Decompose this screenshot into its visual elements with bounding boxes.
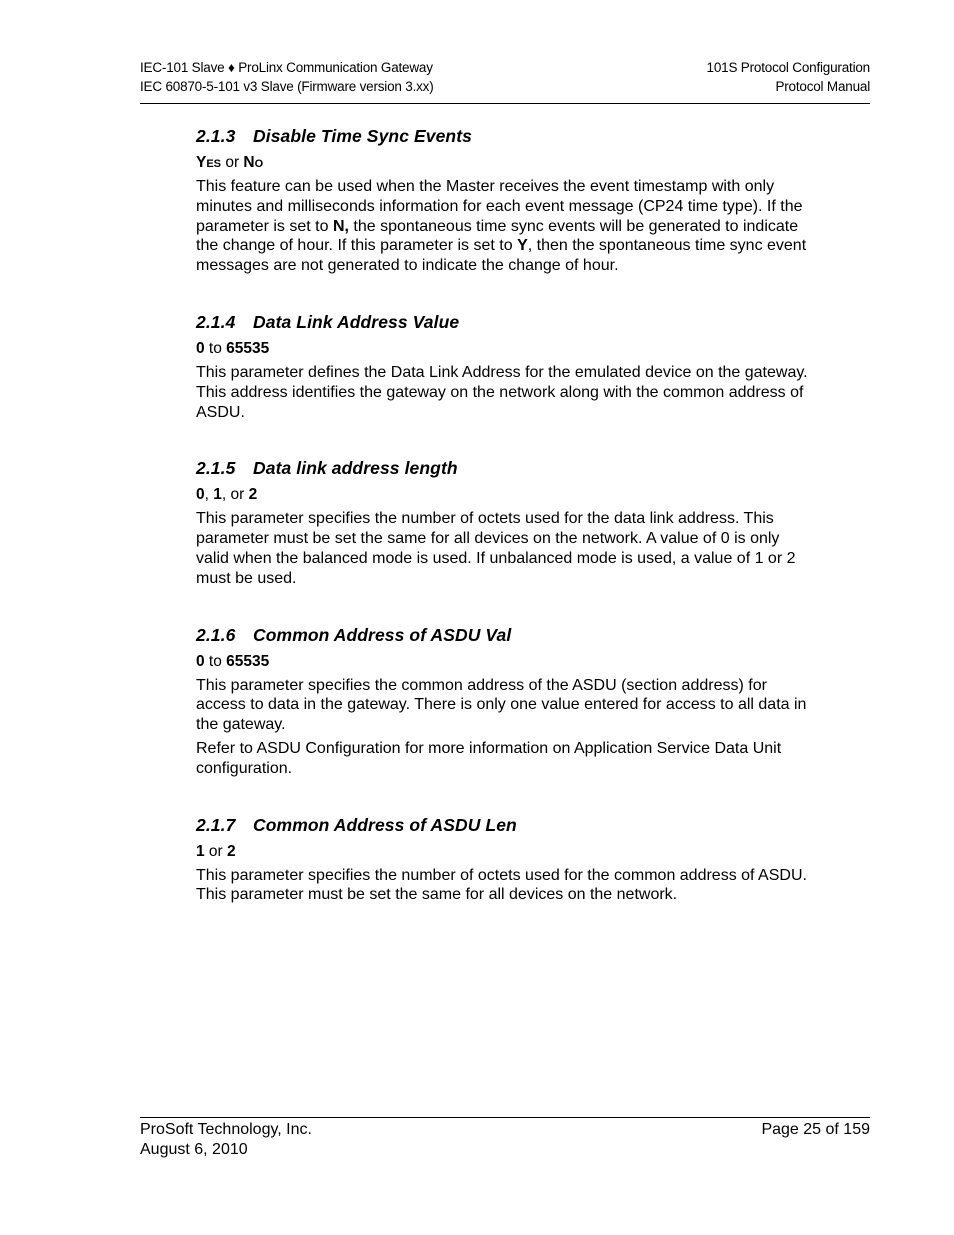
section-number: 2.1.5 xyxy=(196,458,236,479)
range-separator: to xyxy=(204,339,227,357)
section-title: Common Address of ASDU Val xyxy=(253,624,512,645)
range-separator: , or xyxy=(221,486,249,504)
range-separator: or xyxy=(221,154,244,171)
section-paragraph: This parameter specifies the number of octets used for the data link address. This parameter must be set the same for all devices on the network. A value of 0 is only valid when the balanced mode is used. If unbalanced mode is used, a value of 1 or 2 must be used. xyxy=(196,510,796,587)
range-separator: to xyxy=(204,652,227,670)
range-separator: or xyxy=(204,842,228,860)
range-separator: , xyxy=(204,486,214,504)
range-max: 65535 xyxy=(226,652,270,670)
section-number: 2.1.6 xyxy=(196,624,236,645)
paragraph-text: the spontaneous time sync events will be generated to indicate the change of hour. If this parameter is set to xyxy=(196,217,799,255)
range-option-0: 0 xyxy=(196,486,205,504)
header-product-title: IEC-101 Slave ♦ ProLinx Communication Gateway xyxy=(140,60,433,75)
section-heading xyxy=(196,456,816,480)
section-common-address-asdu-val xyxy=(196,623,816,779)
section-heading xyxy=(196,310,816,334)
section-number: 2.1.7 xyxy=(196,814,236,835)
range-min: 0 xyxy=(196,339,205,357)
section-heading xyxy=(196,623,816,647)
value-range xyxy=(196,842,816,862)
footer-company: ProSoft Technology, Inc. xyxy=(140,1121,312,1138)
section-title: Common Address of ASDU Len xyxy=(253,814,517,835)
section-paragraph: Refer to ASDU Configuration for more information on Application Service Data Unit configuration. xyxy=(196,739,782,777)
range-value-yes: Yes xyxy=(196,154,222,171)
section-title: Data Link Address Value xyxy=(253,311,460,332)
header-right xyxy=(707,58,870,96)
page-footer xyxy=(140,1117,870,1158)
paragraph-bold-y: Y xyxy=(517,237,528,255)
section-title: Data link address length xyxy=(253,458,458,479)
section-heading xyxy=(196,124,816,148)
range-option-1: 1 xyxy=(196,842,205,860)
section-title: Disable Time Sync Events xyxy=(253,126,472,146)
section-number: 2.1.4 xyxy=(196,311,236,332)
range-option-1: 1 xyxy=(213,486,222,504)
page-header xyxy=(140,57,870,104)
range-min: 0 xyxy=(196,652,205,670)
range-option-2: 2 xyxy=(227,842,236,860)
paragraph-text: This feature can be used when the Master receives the event timestamp with only minutes and milliseconds information for each event message (CP24 time type). If the parameter is set to xyxy=(196,178,803,235)
footer-right xyxy=(761,1120,870,1140)
section-heading xyxy=(196,813,816,837)
header-manual-title: Protocol Manual xyxy=(775,79,870,94)
section-number: 2.1.3 xyxy=(196,126,236,146)
section-common-address-asdu-len xyxy=(196,813,816,906)
footer-page-number: Page 25 of 159 xyxy=(761,1121,870,1138)
section-paragraph: This parameter defines the Data Link Address for the emulated device on the gateway. This address identifies the gateway on the network along with the common address of ASDU. xyxy=(196,363,808,421)
section-paragraph: This parameter specifies the common address of the ASDU (section address) for access to data in the gateway. There is only one value entered for access to all data in the gateway. xyxy=(196,676,807,734)
section-paragraph xyxy=(196,177,816,276)
page-content xyxy=(196,124,816,939)
header-product-subtitle: IEC 60870-5-101 v3 Slave (Firmware version 3.xx) xyxy=(140,79,434,94)
paragraph-text: , then the spontaneous time sync event messages are not generated to indicate the change of hour. xyxy=(196,237,807,275)
value-range xyxy=(196,652,816,672)
section-data-link-address-value xyxy=(196,310,816,422)
section-data-link-address-length xyxy=(196,456,816,588)
header-left xyxy=(140,58,434,96)
section-disable-time-sync xyxy=(196,124,816,276)
value-range xyxy=(196,339,816,359)
value-range xyxy=(196,153,816,173)
range-max: 65535 xyxy=(226,339,270,357)
range-option-2: 2 xyxy=(248,486,258,504)
footer-date: August 6, 2010 xyxy=(140,1140,248,1158)
section-paragraph: This parameter specifies the number of octets used for the common address of ASDU. This parameter must be set the same for all devices on the network. xyxy=(196,866,807,904)
paragraph-bold-n: N, xyxy=(332,217,349,235)
footer-left xyxy=(140,1120,312,1159)
range-value-no: No xyxy=(243,154,264,171)
header-chapter-title: 101S Protocol Configuration xyxy=(706,60,870,75)
value-range xyxy=(196,485,816,505)
